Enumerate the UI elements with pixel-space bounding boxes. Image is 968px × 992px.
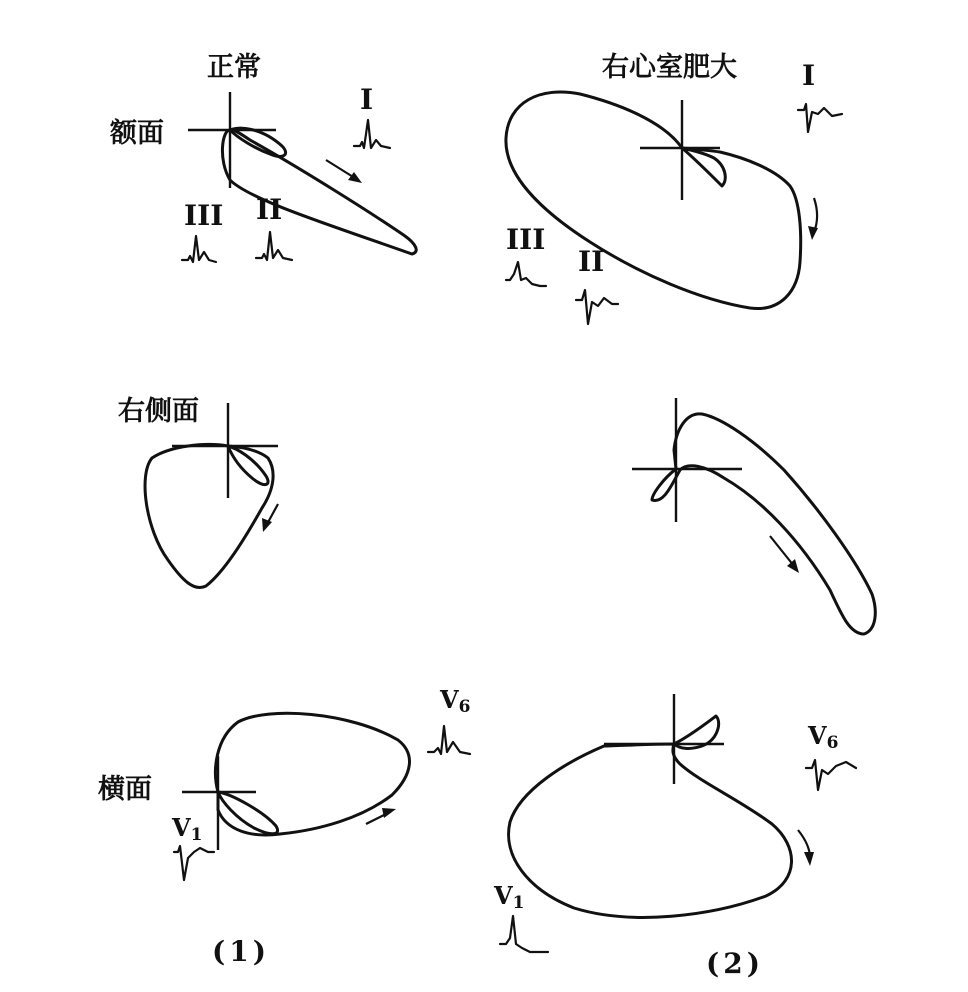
panel-number-right: (2) [706,947,764,980]
lead-label-normal-V1: $V_1$ [172,813,203,845]
normal-right-sagittal-vector-loop [145,403,278,588]
ecg-trace-rvh-lead-V1 [500,916,548,952]
plane-label-horizontal: 横面 [98,774,152,805]
lead-label-rvh-V1: $V_1$ [494,881,525,913]
normal-frontal-direction-arrow [326,160,362,183]
ecg-trace-rvh-lead-III [506,262,546,286]
lead-label-normal-III: III [184,199,224,232]
lead-label-rvh-I: I [802,59,816,92]
rvh-horizontal-direction-arrow [798,830,814,866]
normal-column-title: 正常 [207,52,261,83]
plane-label-right-sagittal: 右侧面 [118,396,199,427]
lead-label-normal-II: II [256,193,283,226]
normal-horizontal-vector-loop [182,713,409,850]
ecg-trace-rvh-lead-V6 [806,760,856,790]
ecg-trace-rvh-lead-II [576,290,618,324]
rvh-column-title: 右心室肥大 [602,52,737,83]
ecg-trace-normal-lead-V1 [174,846,214,880]
ecg-trace-normal-lead-I [354,120,390,148]
rvh-right-sagittal-vector-loop [632,398,875,634]
ecg-trace-normal-lead-III [182,236,216,262]
lead-label-rvh-II: II [578,245,605,278]
plane-label-frontal: 额面 [110,118,164,149]
ecg-trace-normal-lead-V6 [428,726,470,754]
lead-label-rvh-III: III [506,223,546,256]
lead-label-normal-V6: $V_6$ [440,685,471,717]
panel-number-left: (1) [212,935,270,968]
rvh-horizontal-vector-loop [509,694,792,917]
normal-horizontal-direction-arrow [366,808,396,824]
rvh-frontal-direction-arrow [808,198,818,240]
ecg-trace-rvh-lead-I [798,104,842,132]
rvh-frontal-vector-loop [506,92,801,309]
lead-label-rvh-V6: $V_6$ [808,721,839,753]
lead-label-normal-I: I [360,83,374,116]
ecg-trace-normal-lead-II [256,232,292,260]
normal-right-sagittal-direction-arrow [262,504,278,532]
